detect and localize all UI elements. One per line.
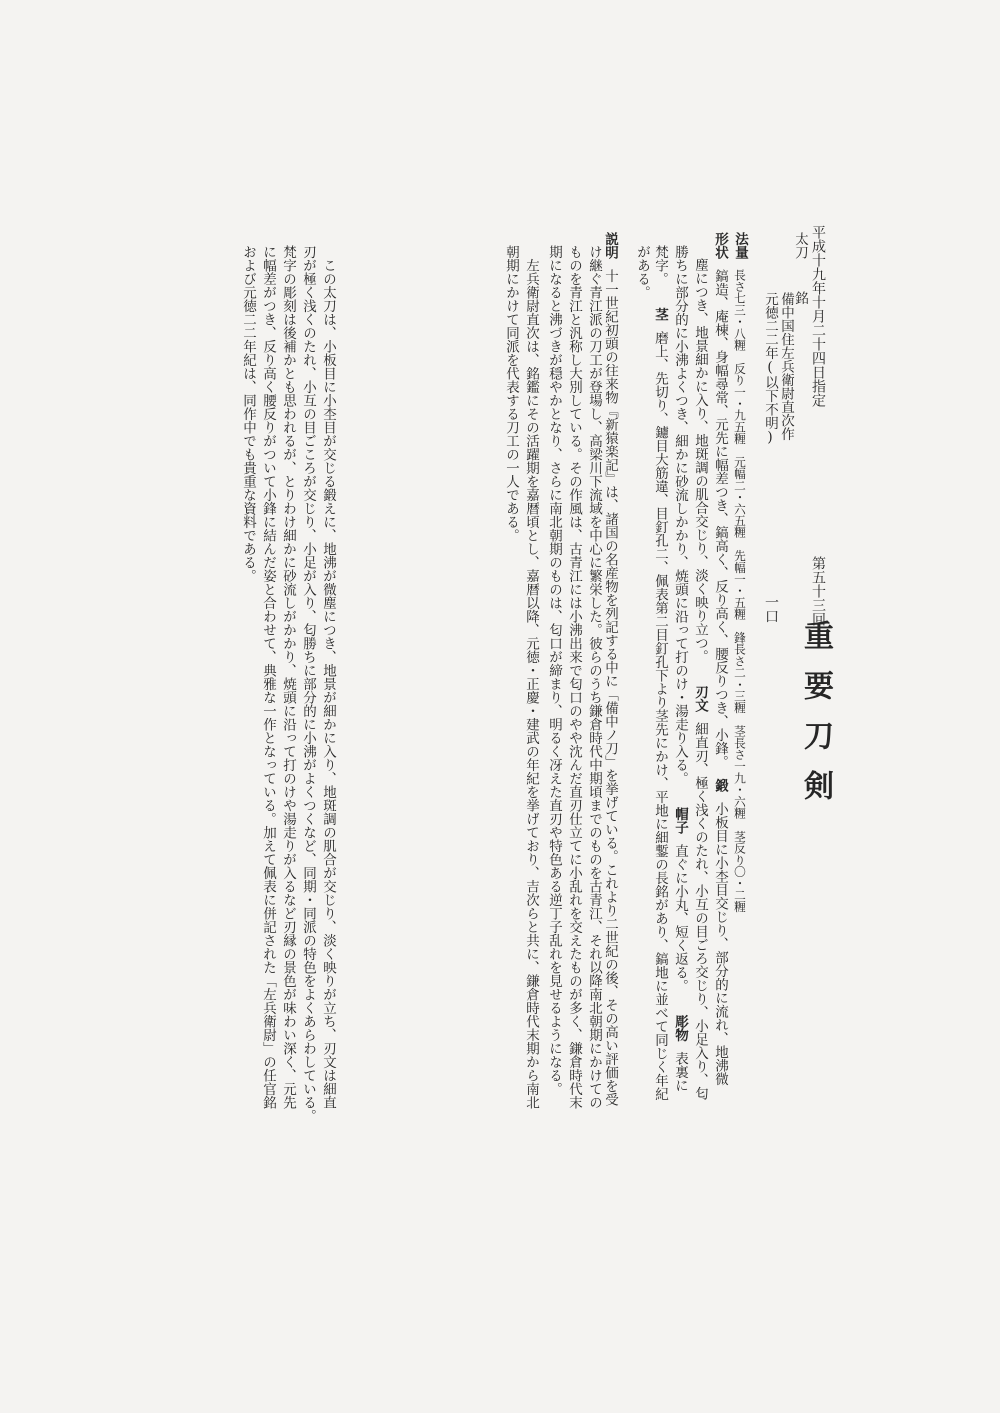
- session-number: 第五十三回: [810, 556, 826, 626]
- explanation-line: け継ぐ青江派の刀工が登場し、高梁川下流域を中心に繁栄した。彼らのうち鎌倉時代中期頃までのものを古青江、それ以降南北朝期にかけての: [586, 245, 602, 1109]
- bonji-text: 梵字。: [652, 245, 668, 286]
- measurements-label: 法量: [732, 232, 748, 259]
- explanation-line: 左兵衛尉直次は、銘鑑にその活躍期を嘉暦頃とし、嘉暦以降、元徳・正慶・建武の年紀を挙げており、吉次らと共に、鎌倉時代末期から南北: [523, 245, 539, 1109]
- explanation-line: および元徳二二年紀は、同作中でも貴重な資料である。: [240, 245, 256, 583]
- explanation-line: 刃が極く浅くのたれ、小互の目ごころが交じり、小足が入り、匂勝ちに部分的に小沸がよくつくなど、同期・同派の特色をよくあらわしている。: [300, 245, 316, 1123]
- kitae-text: 小板目に小杢目交じり、部分的に流れ、地沸微: [712, 802, 728, 1086]
- mei-inscription-2: 元徳二二年(以下不明): [762, 292, 778, 446]
- measurements: [731, 232, 750, 913]
- hataraki-text: 勝ちに部分的に小沸よくつき、細かに砂流しかかり、焼頭に沿って打のけ・湯走り入る。: [672, 245, 688, 785]
- explanation-line: 朝期にかけて同派を代表する刀工の一人である。: [503, 245, 519, 542]
- explanation-line: この太刀は、小板目に小杢目が交じる鍛えに、地沸が微塵につき、地景が細かに入り、地斑調の肌合が交じり、淡く映りが立ち、刃文は細直: [320, 245, 336, 1109]
- shape-line-5: がある。: [634, 245, 650, 299]
- hamon-text: 細直刃、極く浅くのたれ、小互の目ごろ交じり、小足入り、匂: [692, 722, 708, 1100]
- nakago-text: 磨上、先切り、鑢目大筋違、目釘孔二、佩表第二目釘孔下より茎先にかけ、平地に細鏨の長銘があり、鎬地に並べて同じく年紀: [652, 331, 668, 1101]
- jigane-text: 塵につき、地景細かに入り、地斑調の肌合交じり、淡く映り立つ。: [692, 258, 708, 663]
- mei-label: 銘: [792, 291, 808, 305]
- shape-line-2: [691, 258, 710, 1100]
- sword-type: 太刀: [792, 232, 808, 259]
- explanation-line: 梵字の彫刻は後補かとも思われるが、とりわけ細かに砂流しがかかり、焼頭に沿って打のけや湯走りが入るなど刃縁の景色が味わい深く、元先: [280, 245, 296, 1109]
- explanation-line: 期になると沸づきが穏やかとなり、さらに南北朝期のものは、匂口が締まり、明るく冴えた直刃や特色ある逆丁子乱れを見せるようになる。: [546, 245, 562, 1096]
- boshi-text: 直ぐに小丸、短く返る。: [672, 844, 688, 993]
- designation-date: 平成十九年十月二十四日指定: [810, 225, 826, 407]
- explanation-label: 説明: [602, 232, 618, 259]
- shape-line-1: [711, 232, 730, 1086]
- boshi-label: 帽子: [672, 807, 688, 834]
- page-title: 重要刀剣: [798, 620, 833, 820]
- explanation-text: 十一世紀初頭の往来物『新猿楽記』は、諸国の名産物を列記する中に「備中ノ刀」を挙げている。これより二世紀の後、その高い評価を受: [602, 269, 618, 1106]
- explanation-line: ものを青江と汎称し大別している。その作風は、古青江には小沸出来で匂口のやや沈んだ直刃仕立てに小乱れを交えたものが多く、鎌倉時代末: [566, 245, 582, 1109]
- shape-line-4: [651, 245, 670, 1101]
- item-count: 一口: [763, 595, 779, 623]
- horimono-text: 表裏に: [672, 1051, 688, 1092]
- explanation-line-1: [601, 232, 620, 1106]
- kitae-label: 鍛: [712, 778, 728, 792]
- hamon-label: 刃文: [692, 685, 708, 712]
- nakago-label: 茎: [652, 307, 668, 321]
- shape-line-3: [671, 245, 690, 1092]
- mei-inscription-1: 備中国住左兵衛尉直次作: [778, 292, 794, 441]
- measurements-text: 長さ七三・八糎 反り一・九五糎 元幅二・六五糎 先幅一・五糎 鋒長さ二・三糎 茎長さ一九・六糎 茎反り〇・二糎: [733, 269, 747, 913]
- horimono-label: 彫物: [672, 1014, 688, 1042]
- shape-text: 鎬造、庵棟、身幅尋常、元先に幅差つき、鎬高く、反り高く、腰反りつき、小鋒。: [712, 269, 728, 769]
- explanation-line: に幅差がつき、反り高く腰反りがついて小鋒に結んだ姿と合わせて、典雅な一作となっている。加えて佩表に併記された「左兵衛尉」の任官銘: [260, 245, 276, 1109]
- shape-label: 形状: [712, 232, 728, 259]
